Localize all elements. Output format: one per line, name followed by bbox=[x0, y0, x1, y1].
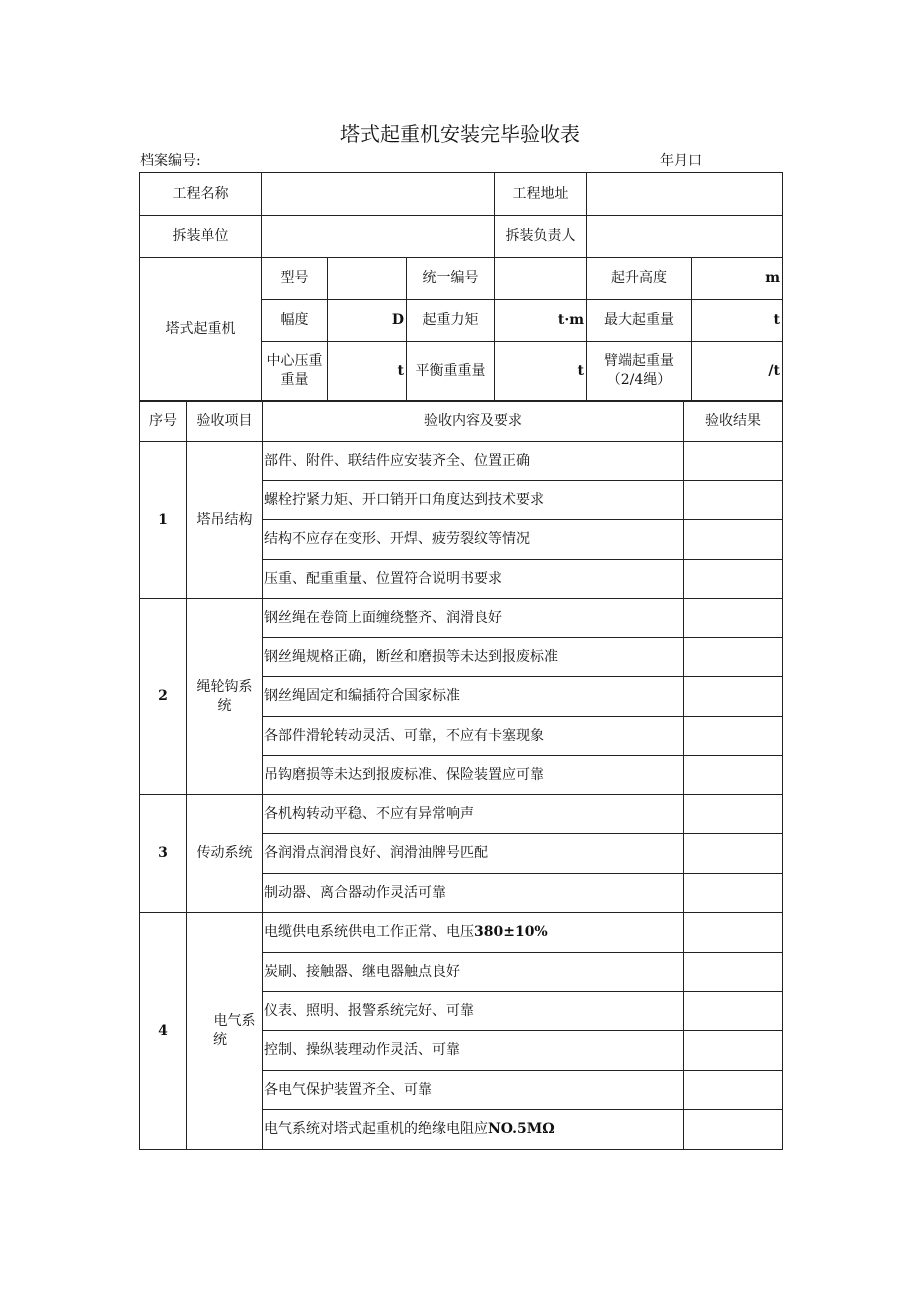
result-field[interactable] bbox=[684, 1031, 783, 1071]
requirement-text: 吊钩磨损等未达到报废标准、保险装置应可靠 bbox=[263, 756, 684, 795]
result-field[interactable] bbox=[684, 756, 783, 795]
project-name-label: 工程名称 bbox=[140, 173, 262, 216]
result-field[interactable] bbox=[684, 1071, 783, 1110]
install-unit-label: 拆装单位 bbox=[140, 216, 262, 258]
header-item: 验收项目 bbox=[187, 402, 263, 442]
arm-end-label-line1: 臂端起重量 bbox=[604, 353, 675, 370]
requirement-text: 钢丝绳固定和编插符合国家标准 bbox=[263, 677, 684, 717]
model-label: 型号 bbox=[262, 258, 328, 300]
balance-weight-field[interactable]: t bbox=[495, 342, 587, 401]
crane-label: 塔式起重机 bbox=[140, 258, 262, 401]
result-field[interactable] bbox=[684, 560, 783, 599]
center-weight-field[interactable]: t bbox=[328, 342, 407, 401]
lift-height-label: 起升高度 bbox=[587, 258, 692, 300]
result-field[interactable] bbox=[684, 953, 783, 992]
result-field[interactable] bbox=[684, 1110, 783, 1150]
result-field[interactable] bbox=[684, 913, 783, 953]
result-field[interactable] bbox=[684, 481, 783, 520]
max-lift-label: 最大起重量 bbox=[587, 300, 692, 342]
group-item bbox=[187, 913, 263, 1150]
requirement-text: 各机构转动平稳、不应有异常响声 bbox=[263, 795, 684, 834]
requirement-text: 仪表、照明、报警系统完好、可靠 bbox=[263, 992, 684, 1031]
model-field[interactable] bbox=[328, 258, 407, 300]
unified-no-label: 统一编号 bbox=[407, 258, 495, 300]
requirement-text: 制动器、离合器动作灵活可靠 bbox=[263, 874, 684, 913]
project-name-field[interactable] bbox=[262, 173, 495, 216]
group-number: 3 bbox=[140, 795, 187, 913]
requirement-text: 部件、附件、联结件应安装齐全、位置正确 bbox=[263, 442, 684, 481]
group-item bbox=[187, 599, 263, 795]
group-item: 传动系统 bbox=[187, 795, 263, 913]
center-weight-label-line1: 中心压重 bbox=[266, 353, 323, 370]
arm-end-label bbox=[587, 342, 692, 401]
lift-moment-field[interactable]: t·m bbox=[495, 300, 587, 342]
header-seq: 序号 bbox=[140, 402, 187, 442]
result-field[interactable] bbox=[684, 992, 783, 1031]
requirement-text: 结构不应存在变形、开焊、疲劳裂纹等情况 bbox=[263, 520, 684, 560]
result-field[interactable] bbox=[684, 874, 783, 913]
crane-info-table bbox=[139, 172, 783, 401]
voltage-value: 380±10% bbox=[474, 924, 548, 941]
result-field[interactable] bbox=[684, 520, 783, 560]
balance-weight-label: 平衡重重量 bbox=[407, 342, 495, 401]
requirement-text bbox=[263, 913, 684, 953]
center-weight-label bbox=[262, 342, 328, 401]
requirement-text: 压重、配重重量、位置符合说明书要求 bbox=[263, 560, 684, 599]
requirement-text: 控制、操纵装理动作灵活、可靠 bbox=[263, 1031, 684, 1071]
group-number: 1 bbox=[140, 442, 187, 599]
date-label: 年月口 bbox=[660, 153, 702, 169]
result-field[interactable] bbox=[684, 834, 783, 874]
requirement-text: 螺栓拧紧力矩、开口销开口角度达到技术要求 bbox=[263, 481, 684, 520]
requirement-text: 各部件滑轮转动灵活、可靠，不应有卡塞现象 bbox=[263, 717, 684, 756]
project-address-field[interactable] bbox=[587, 173, 783, 216]
group-item-line1: 电气系 bbox=[213, 1013, 256, 1030]
acceptance-checklist-table bbox=[139, 401, 783, 1150]
group-number: 4 bbox=[140, 913, 187, 1150]
header-content: 验收内容及要求 bbox=[263, 402, 684, 442]
result-field[interactable] bbox=[684, 638, 783, 677]
insulation-value: NO.5MΩ bbox=[488, 1121, 555, 1138]
requirement-text: 钢丝绳规格正确，断丝和磨损等未达到报废标准 bbox=[263, 638, 684, 677]
requirement-text bbox=[263, 1110, 684, 1150]
result-field[interactable] bbox=[684, 599, 783, 638]
amplitude-field[interactable]: D bbox=[328, 300, 407, 342]
group-item-line1: 绳轮钩系 bbox=[196, 678, 253, 695]
requirement-text-main: 电气系统对塔式起重机的绝缘电阻应 bbox=[264, 1121, 488, 1138]
page-title: 塔式起重机安装完毕验收表 bbox=[340, 122, 580, 146]
archive-number-label: 档案编号: bbox=[140, 153, 201, 169]
group-item: 塔吊结构 bbox=[187, 442, 263, 599]
lift-moment-label: 起重力矩 bbox=[407, 300, 495, 342]
requirement-text: 钢丝绳在卷筒上面缠绕整齐、润滑良好 bbox=[263, 599, 684, 638]
group-number: 2 bbox=[140, 599, 187, 795]
max-lift-field[interactable]: t bbox=[692, 300, 783, 342]
requirement-text: 炭刷、接触器、继电器触点良好 bbox=[263, 953, 684, 992]
group-item-line2: 统 bbox=[213, 1032, 227, 1048]
lift-height-field[interactable]: m bbox=[692, 258, 783, 300]
arm-end-label-line2: （2/4绳） bbox=[606, 372, 672, 388]
requirement-text: 各电气保护装置齐全、可靠 bbox=[263, 1071, 684, 1110]
amplitude-label: 幅度 bbox=[262, 300, 328, 342]
requirement-text-main: 电缆供电系统供电工作正常、电压 bbox=[264, 924, 474, 941]
header-result: 验收结果 bbox=[684, 402, 783, 442]
result-field[interactable] bbox=[684, 442, 783, 481]
arm-end-field[interactable]: /t bbox=[692, 342, 783, 401]
result-field[interactable] bbox=[684, 795, 783, 834]
install-leader-label: 拆装负责人 bbox=[495, 216, 587, 258]
requirement-text: 各润滑点润滑良好、润滑油牌号匹配 bbox=[263, 834, 684, 874]
group-item-line2: 统 bbox=[217, 697, 232, 714]
install-leader-field[interactable] bbox=[587, 216, 783, 258]
unified-no-field[interactable] bbox=[495, 258, 587, 300]
result-field[interactable] bbox=[684, 717, 783, 756]
project-address-label: 工程地址 bbox=[495, 173, 587, 216]
result-field[interactable] bbox=[684, 677, 783, 717]
install-unit-field[interactable] bbox=[262, 216, 495, 258]
center-weight-label-line2: 重量 bbox=[280, 372, 309, 388]
